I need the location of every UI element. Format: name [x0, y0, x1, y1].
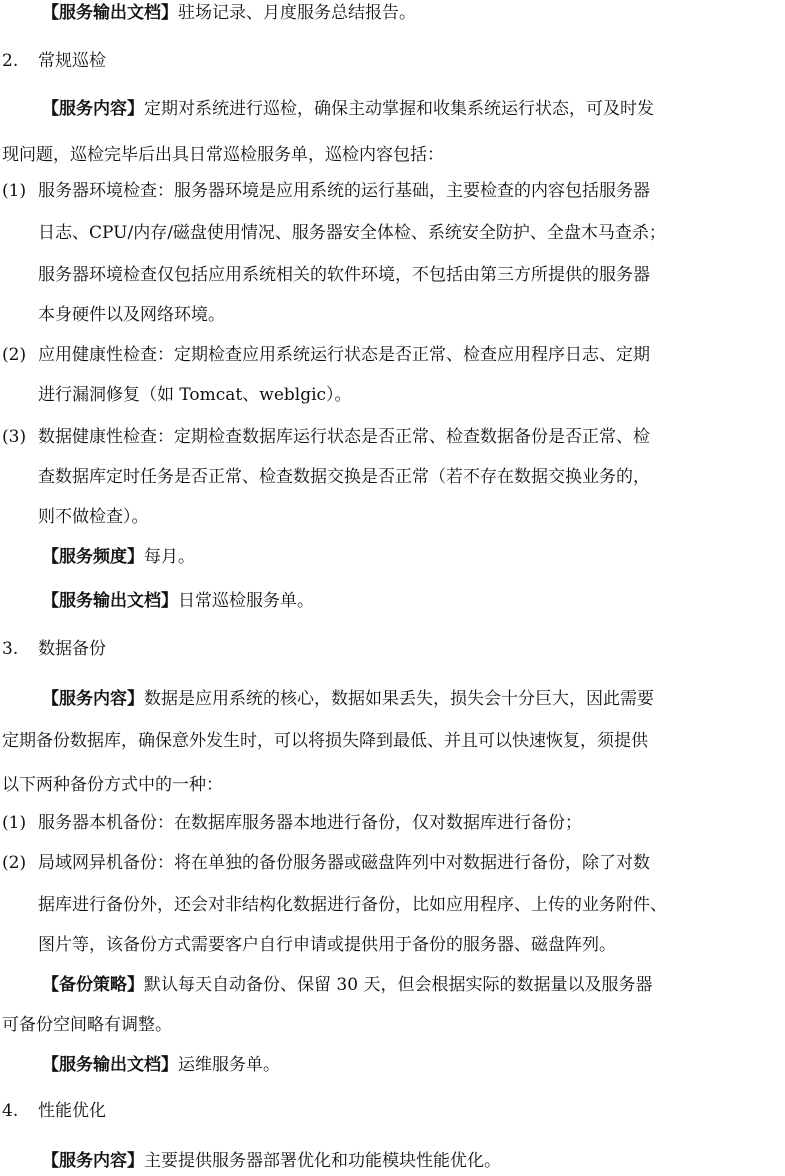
list-text: 局域网异机备份：将在单独的备份服务器或磁盘阵列中对数据进行备份，除了对数	[38, 853, 650, 873]
list-text: 本身硬件以及网络环境。	[38, 305, 225, 325]
section-heading-3	[2, 638, 106, 660]
section-tag: 【服务内容】	[42, 1151, 144, 1171]
section-title: 常规巡检	[38, 51, 106, 71]
list-number: (1)	[2, 181, 27, 201]
list-text: 查数据库定时任务是否正常、检查数据交换是否正常（若不存在数据交换业务的，	[38, 467, 650, 487]
paragraph-line	[42, 2, 416, 24]
list-text: 服务器本机备份：在数据库服务器本地进行备份，仅对数据库进行备份；	[38, 813, 582, 833]
list-text: 服务器环境检查仅包括应用系统相关的软件环境，不包括由第三方所提供的服务器	[38, 265, 650, 285]
section-tag: 【服务内容】	[42, 99, 144, 119]
paragraph-line	[42, 98, 654, 120]
paragraph-text: 日常巡检服务单。	[178, 591, 314, 611]
paragraph-line	[2, 774, 223, 796]
list-number: (3)	[2, 427, 27, 447]
paragraph-text: 数据是应用系统的核心，数据如果丢失，损失会十分巨大，因此需要	[144, 689, 654, 709]
section-tag: 【服务输出文档】	[42, 591, 178, 611]
paragraph-text: 运维服务单。	[178, 1055, 280, 1075]
paragraph-line	[42, 546, 195, 568]
paragraph-line	[2, 144, 444, 166]
paragraph-text: 现问题，巡检完毕后出具日常巡检服务单，巡检内容包括：	[2, 145, 444, 165]
list-item-continued	[38, 222, 666, 244]
list-item-continued	[38, 894, 667, 916]
list-text: 服务器环境检查：服务器环境是应用系统的运行基础，主要检查的内容包括服务器	[38, 181, 650, 201]
section-tag: 【备份策略】	[42, 975, 144, 995]
list-text: 日志、CPU/内存/磁盘使用情况、服务器安全体检、系统安全防护、全盘木马查杀；	[38, 223, 666, 243]
paragraph-text: 每月。	[144, 547, 195, 567]
paragraph-line	[2, 1014, 172, 1036]
list-item-continued	[38, 264, 650, 286]
paragraph-line	[2, 730, 648, 752]
paragraph-line	[42, 688, 654, 710]
list-item	[2, 180, 650, 202]
paragraph-line	[42, 974, 652, 996]
list-item-continued	[38, 384, 352, 406]
paragraph-text: 以下两种备份方式中的一种：	[2, 775, 223, 795]
list-text: 进行漏洞修复（如 Tomcat、weblgic）。	[38, 385, 352, 405]
section-tag: 【服务输出文档】	[42, 3, 178, 23]
list-text: 则不做检查）。	[38, 507, 149, 527]
list-item	[2, 426, 650, 448]
section-title: 性能优化	[38, 1101, 106, 1121]
paragraph-line	[42, 590, 314, 612]
list-text: 图片等，该备份方式需要客户自行申请或提供用于备份的服务器、磁盘阵列。	[38, 935, 616, 955]
paragraph-line	[42, 1054, 280, 1076]
paragraph-text: 驻场记录、月度服务总结报告。	[178, 3, 416, 23]
list-number: (1)	[2, 813, 27, 833]
paragraph-line	[42, 1150, 501, 1172]
list-item	[2, 344, 650, 366]
list-text: 据库进行备份外，还会对非结构化数据进行备份，比如应用程序、上传的业务附件、	[38, 895, 667, 915]
paragraph-text: 定期对系统进行巡检，确保主动掌握和收集系统运行状态，可及时发	[144, 99, 654, 119]
section-number: 2.	[2, 51, 19, 71]
list-text: 数据健康性检查：定期检查数据库运行状态是否正常、检查数据备份是否正常、检	[38, 427, 650, 447]
paragraph-text: 默认每天自动备份、保留 30 天，但会根据实际的数据量以及服务器	[144, 975, 653, 995]
section-heading-2	[2, 50, 106, 72]
paragraph-text: 主要提供服务器部署优化和功能模块性能优化。	[144, 1151, 501, 1171]
list-item-continued	[38, 506, 149, 528]
section-number: 4.	[2, 1101, 19, 1121]
list-number: (2)	[2, 853, 27, 873]
paragraph-text: 可备份空间略有调整。	[2, 1015, 172, 1035]
section-heading-4	[2, 1100, 106, 1122]
list-number: (2)	[2, 345, 27, 365]
list-item-continued	[38, 304, 225, 326]
list-item	[2, 852, 650, 874]
list-item	[2, 812, 582, 834]
list-item-continued	[38, 934, 616, 956]
section-tag: 【服务输出文档】	[42, 1055, 178, 1075]
section-tag: 【服务频度】	[42, 547, 144, 567]
section-tag: 【服务内容】	[42, 689, 144, 709]
list-item-continued	[38, 466, 650, 488]
section-title: 数据备份	[38, 639, 106, 659]
list-text: 应用健康性检查：定期检查应用系统运行状态是否正常、检查应用程序日志、定期	[38, 345, 650, 365]
paragraph-text: 定期备份数据库，确保意外发生时，可以将损失降到最低、并且可以快速恢复，须提供	[2, 731, 648, 751]
section-number: 3.	[2, 639, 19, 659]
